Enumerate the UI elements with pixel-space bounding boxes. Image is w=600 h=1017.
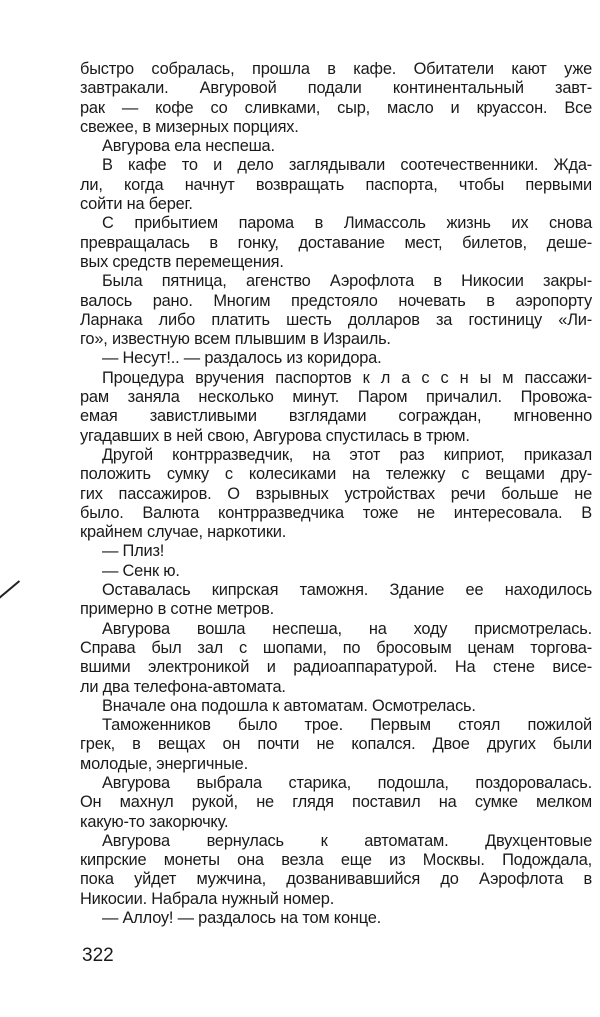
text-line: валось рано. Многим предстояло ночевать в аэропорту (80, 291, 592, 310)
text-line: Оставалась кипрская таможня. Здание ее находилось (102, 581, 592, 600)
text-line: крайнем случае, наркотики. (80, 523, 287, 542)
text-line: С прибытием парома в Лимассоль жизнь их снова (102, 214, 592, 233)
text-line: рам заняла несколько минут. Паром причалил. Провожа- (80, 388, 592, 407)
text-line: Авгурова ела неспеша. (102, 137, 275, 156)
text-line: го», известную всем плывшим в Израиль. (80, 330, 391, 349)
text-line: — Несут!.. — раздалось из коридора. (102, 349, 382, 368)
text-line: Авгурова выбрала старика, подошла, поздоровалась. (102, 773, 592, 792)
body-text (80, 60, 592, 928)
text-line: — Аллоу! — раздалось на том конце. (102, 909, 381, 928)
text-line: Другой контрразведчик, на этот раз киприот, приказал (102, 445, 592, 464)
text-line: какую-то закорючку. (80, 812, 229, 831)
page-number: 322 (82, 945, 114, 966)
text-line: завтракали. Авгуровой подали континентальный завт- (80, 79, 592, 98)
text-line: угадавших в ней свою, Авгурова спустилась в трюм. (80, 426, 470, 445)
text-line: Справа был зал с шопами, по бросовым ценам торгова- (80, 638, 592, 657)
text-line: Ларнака либо платить шесть долларов за гостиницу «Ли- (80, 310, 592, 329)
text-line: Была пятница, агенство Аэрофлота в Никосии закры- (102, 272, 592, 291)
text-line: сойти на берег. (80, 195, 193, 214)
text-line: пока уйдет мужчина, дозванивавшийся до Аэрофлота в (80, 870, 592, 889)
text-line: — Плиз! (102, 542, 165, 561)
text-line: ли два телефона-автомата. (80, 677, 286, 696)
text-line: быстро собралась, прошла в кафе. Обитатели кают уже (80, 60, 592, 78)
text-line: молодые, энергичные. (80, 754, 248, 773)
text-line: — Сенк ю. (102, 561, 180, 580)
text-line: грек, в вещах он почти не копался. Двое других были (80, 735, 592, 754)
text-line: Процедура вручения паспортов к л а с с н ы м пассажи- (102, 368, 592, 387)
text-line: вшими электроникой и радиоаппаратурой. На стене висе- (80, 658, 592, 677)
text-line: Авгурова вошла неспеша, на ходу присмотрелась. (102, 619, 592, 638)
text-line: превращалась в гонку, доставание мест, билетов, деше- (80, 233, 592, 252)
text-line: В кафе то и дело заглядывали соотечественники. Жда- (102, 156, 592, 175)
text-line: Никосии. Набрала нужный номер. (80, 889, 335, 908)
text-line: емая завистливыми взглядами сограждан, мгновенно (80, 407, 592, 426)
text-line: свежее, в мизерных порциях. (80, 117, 299, 136)
text-line: положить сумку с колесиками на тележку с вещами дру- (80, 465, 592, 484)
text-line: Он махнул рукой, не глядя поставил на сумке мелком (80, 793, 592, 812)
text-line: гих пассажиров. О взрывных устройствах речи больше не (80, 484, 592, 503)
text-line: вых средств перемещения. (80, 252, 284, 271)
text-line: примерно в сотне метров. (80, 600, 275, 619)
text-line: кипрские монеты она везла еще из Москвы. Подождала, (80, 851, 592, 870)
text-line: Авгурова вернулась к автоматам. Двухцентовые (102, 831, 592, 850)
text-line: было. Валюта контрразведчика тоже не интересовала. В (80, 503, 592, 522)
pen-mark (0, 580, 20, 600)
text-line: рак — кофе со сливками, сыр, масло и круассон. Все (80, 98, 592, 117)
text-line: Вначале она подошла к автоматам. Осмотрелась. (102, 696, 476, 715)
text-line: Таможенников было трое. Первым стоял пожилой (102, 716, 592, 735)
text-line: ли, когда начнут возвращать паспорта, чтобы первыми (80, 175, 592, 194)
